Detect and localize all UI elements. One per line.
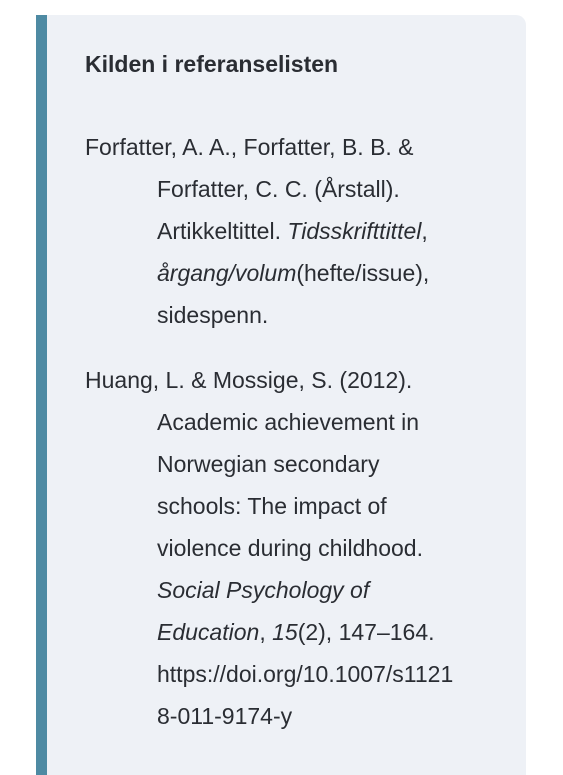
ref-line: Norwegian secondary [157, 451, 380, 477]
ref-line: Forfatter, A. A., Forfatter, B. B. & [85, 134, 414, 160]
volume-number: 15 [272, 619, 298, 645]
ref-line [85, 569, 495, 611]
ref-line: Academic achievement in [157, 409, 420, 435]
ref-text: (hefte/issue), [296, 260, 430, 286]
reference-template [85, 126, 495, 336]
ref-text: Artikkeltittel. [157, 218, 288, 244]
ref-line [85, 611, 495, 653]
ref-text: (2), 147–164. [297, 619, 435, 645]
ref-line [85, 252, 495, 294]
card-heading: Kilden i referanselisten [85, 51, 339, 77]
ref-line: schools: The impact of [157, 493, 387, 519]
reference-example [85, 359, 495, 737]
ref-line [85, 210, 495, 252]
ref-line: violence during childhood. [157, 535, 423, 561]
accent-bar [36, 15, 47, 775]
reference-card [36, 15, 526, 775]
journal-title: Tidsskrifttittel [287, 218, 422, 244]
doi-link[interactable]: https://doi.org/10.1007/s1121 [157, 661, 454, 687]
doi-link[interactable]: 8-011-9174-y [157, 703, 293, 729]
ref-text: , [259, 619, 273, 645]
ref-line: Forfatter, C. C. (Årstall). [157, 176, 400, 202]
volume-label: årgang/volum [157, 260, 297, 286]
ref-line: Huang, L. & Mossige, S. (2012). [85, 367, 413, 393]
ref-line: sidespenn. [157, 302, 269, 328]
journal-title: Social Psychology of [157, 577, 370, 603]
journal-title: Education [157, 619, 260, 645]
ref-text: , [421, 218, 428, 244]
